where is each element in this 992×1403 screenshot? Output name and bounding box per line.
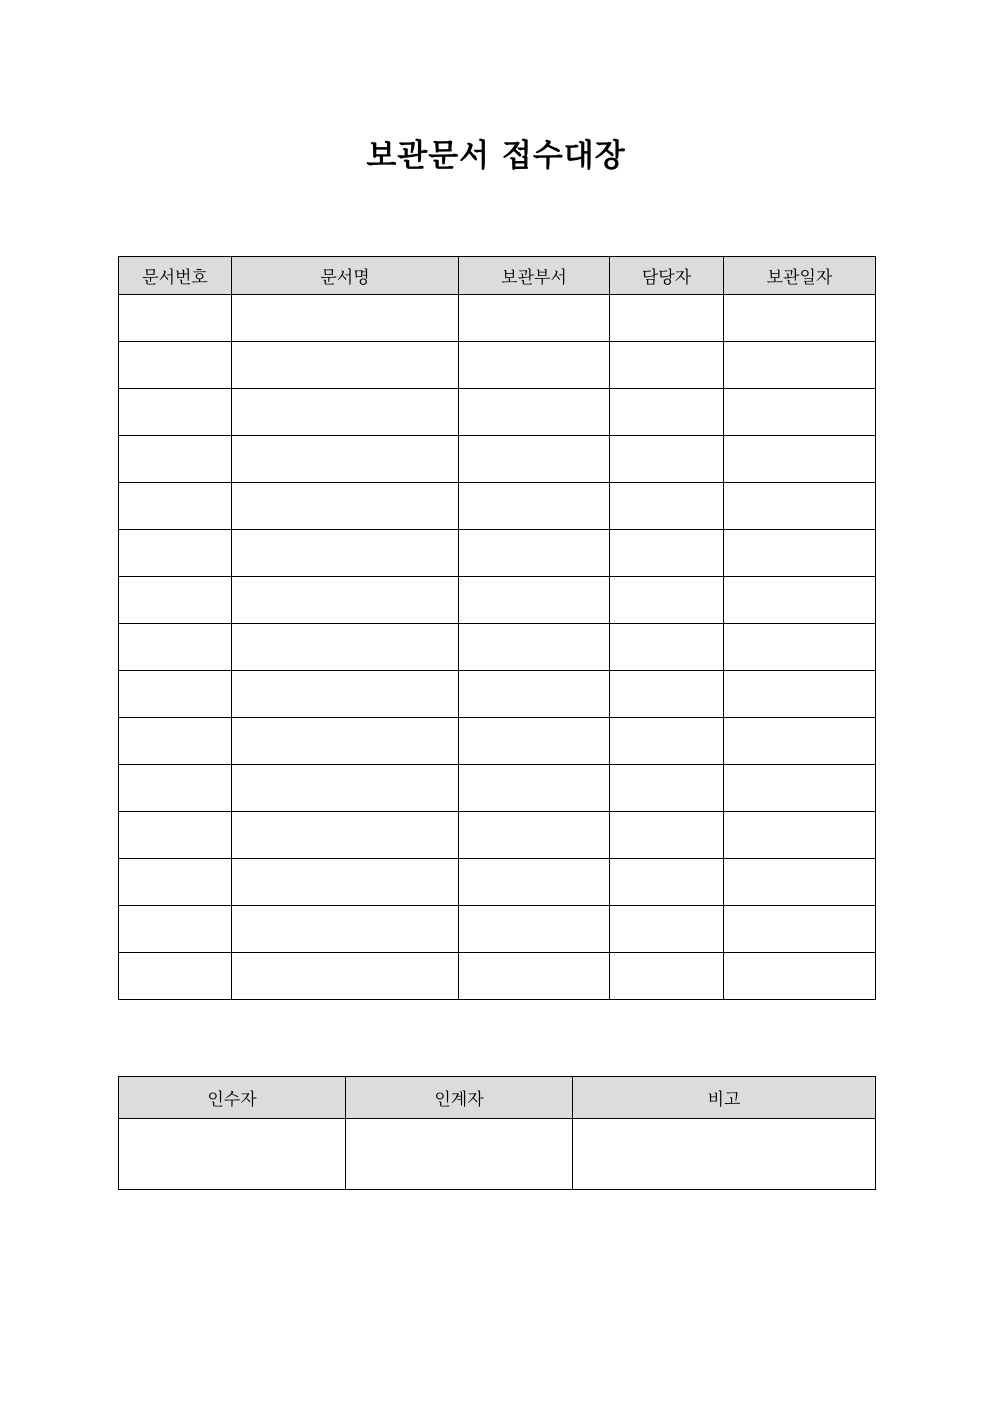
person-in-charge-cell[interactable] <box>610 483 724 530</box>
storage-department-cell[interactable] <box>459 718 610 765</box>
storage-date-cell[interactable] <box>724 859 876 906</box>
storage-date-cell[interactable] <box>724 906 876 953</box>
storage-date-cell[interactable] <box>724 295 876 342</box>
table-row <box>119 436 876 483</box>
handover-row <box>119 1119 876 1190</box>
person-in-charge-cell[interactable] <box>610 624 724 671</box>
document-ledger-table <box>118 256 876 1000</box>
document-number-cell[interactable] <box>119 953 232 1000</box>
table-row <box>119 483 876 530</box>
storage-department-cell[interactable] <box>459 859 610 906</box>
header-remarks: 비고 <box>573 1077 876 1119</box>
person-in-charge-cell[interactable] <box>610 436 724 483</box>
storage-date-cell[interactable] <box>724 389 876 436</box>
document-name-cell[interactable] <box>232 436 459 483</box>
document-name-cell[interactable] <box>232 342 459 389</box>
storage-department-cell[interactable] <box>459 812 610 859</box>
storage-department-cell[interactable] <box>459 624 610 671</box>
person-in-charge-cell[interactable] <box>610 859 724 906</box>
person-in-charge-cell[interactable] <box>610 953 724 1000</box>
storage-date-cell[interactable] <box>724 624 876 671</box>
document-name-cell[interactable] <box>232 295 459 342</box>
document-name-cell[interactable] <box>232 812 459 859</box>
storage-department-cell[interactable] <box>459 906 610 953</box>
storage-date-cell[interactable] <box>724 483 876 530</box>
document-name-cell[interactable] <box>232 718 459 765</box>
table-row <box>119 859 876 906</box>
person-in-charge-cell[interactable] <box>610 530 724 577</box>
storage-date-cell[interactable] <box>724 436 876 483</box>
document-name-cell[interactable] <box>232 530 459 577</box>
storage-date-cell[interactable] <box>724 671 876 718</box>
document-number-cell[interactable] <box>119 624 232 671</box>
document-number-cell[interactable] <box>119 295 232 342</box>
document-number-cell[interactable] <box>119 812 232 859</box>
table-row <box>119 718 876 765</box>
document-name-cell[interactable] <box>232 483 459 530</box>
document-number-cell[interactable] <box>119 436 232 483</box>
person-in-charge-cell[interactable] <box>610 577 724 624</box>
document-title: 보관문서 접수대장 <box>366 138 626 174</box>
header-document-number: 문서번호 <box>119 257 232 295</box>
table-row <box>119 906 876 953</box>
table-row <box>119 342 876 389</box>
storage-department-cell[interactable] <box>459 342 610 389</box>
table-row <box>119 389 876 436</box>
person-in-charge-cell[interactable] <box>610 342 724 389</box>
transferor-cell[interactable] <box>346 1119 573 1190</box>
storage-department-cell[interactable] <box>459 483 610 530</box>
storage-department-cell[interactable] <box>459 295 610 342</box>
person-in-charge-cell[interactable] <box>610 765 724 812</box>
document-name-cell[interactable] <box>232 906 459 953</box>
storage-department-cell[interactable] <box>459 389 610 436</box>
handover-header-row <box>119 1077 876 1119</box>
document-number-cell[interactable] <box>119 483 232 530</box>
document-name-cell[interactable] <box>232 953 459 1000</box>
table-row <box>119 295 876 342</box>
storage-date-cell[interactable] <box>724 577 876 624</box>
document-number-cell[interactable] <box>119 530 232 577</box>
storage-date-cell[interactable] <box>724 718 876 765</box>
storage-department-cell[interactable] <box>459 577 610 624</box>
table-row <box>119 577 876 624</box>
document-name-cell[interactable] <box>232 389 459 436</box>
header-document-name: 문서명 <box>232 257 459 295</box>
document-number-cell[interactable] <box>119 389 232 436</box>
document-number-cell[interactable] <box>119 859 232 906</box>
storage-department-cell[interactable] <box>459 953 610 1000</box>
header-storage-department: 보관부서 <box>459 257 610 295</box>
person-in-charge-cell[interactable] <box>610 389 724 436</box>
storage-department-cell[interactable] <box>459 436 610 483</box>
document-name-cell[interactable] <box>232 859 459 906</box>
storage-department-cell[interactable] <box>459 765 610 812</box>
storage-department-cell[interactable] <box>459 530 610 577</box>
remarks-cell[interactable] <box>573 1119 876 1190</box>
person-in-charge-cell[interactable] <box>610 671 724 718</box>
document-name-cell[interactable] <box>232 765 459 812</box>
document-name-cell[interactable] <box>232 577 459 624</box>
table-row <box>119 530 876 577</box>
receiver-cell[interactable] <box>119 1119 346 1190</box>
table-row <box>119 953 876 1000</box>
table-row <box>119 812 876 859</box>
document-number-cell[interactable] <box>119 342 232 389</box>
table-row <box>119 765 876 812</box>
document-number-cell[interactable] <box>119 765 232 812</box>
person-in-charge-cell[interactable] <box>610 295 724 342</box>
document-number-cell[interactable] <box>119 906 232 953</box>
document-number-cell[interactable] <box>119 718 232 765</box>
header-person-in-charge: 담당자 <box>610 257 724 295</box>
storage-date-cell[interactable] <box>724 765 876 812</box>
header-receiver: 인수자 <box>119 1077 346 1119</box>
document-name-cell[interactable] <box>232 624 459 671</box>
storage-department-cell[interactable] <box>459 671 610 718</box>
handover-table <box>118 1076 876 1190</box>
header-transferor: 인계자 <box>346 1077 573 1119</box>
person-in-charge-cell[interactable] <box>610 718 724 765</box>
storage-date-cell[interactable] <box>724 953 876 1000</box>
document-name-cell[interactable] <box>232 671 459 718</box>
document-number-cell[interactable] <box>119 577 232 624</box>
storage-date-cell[interactable] <box>724 812 876 859</box>
table-row <box>119 624 876 671</box>
document-number-cell[interactable] <box>119 671 232 718</box>
storage-date-cell[interactable] <box>724 530 876 577</box>
person-in-charge-cell[interactable] <box>610 812 724 859</box>
ledger-header-row <box>119 257 876 295</box>
table-row <box>119 671 876 718</box>
storage-date-cell[interactable] <box>724 342 876 389</box>
header-storage-date: 보관일자 <box>724 257 876 295</box>
person-in-charge-cell[interactable] <box>610 906 724 953</box>
